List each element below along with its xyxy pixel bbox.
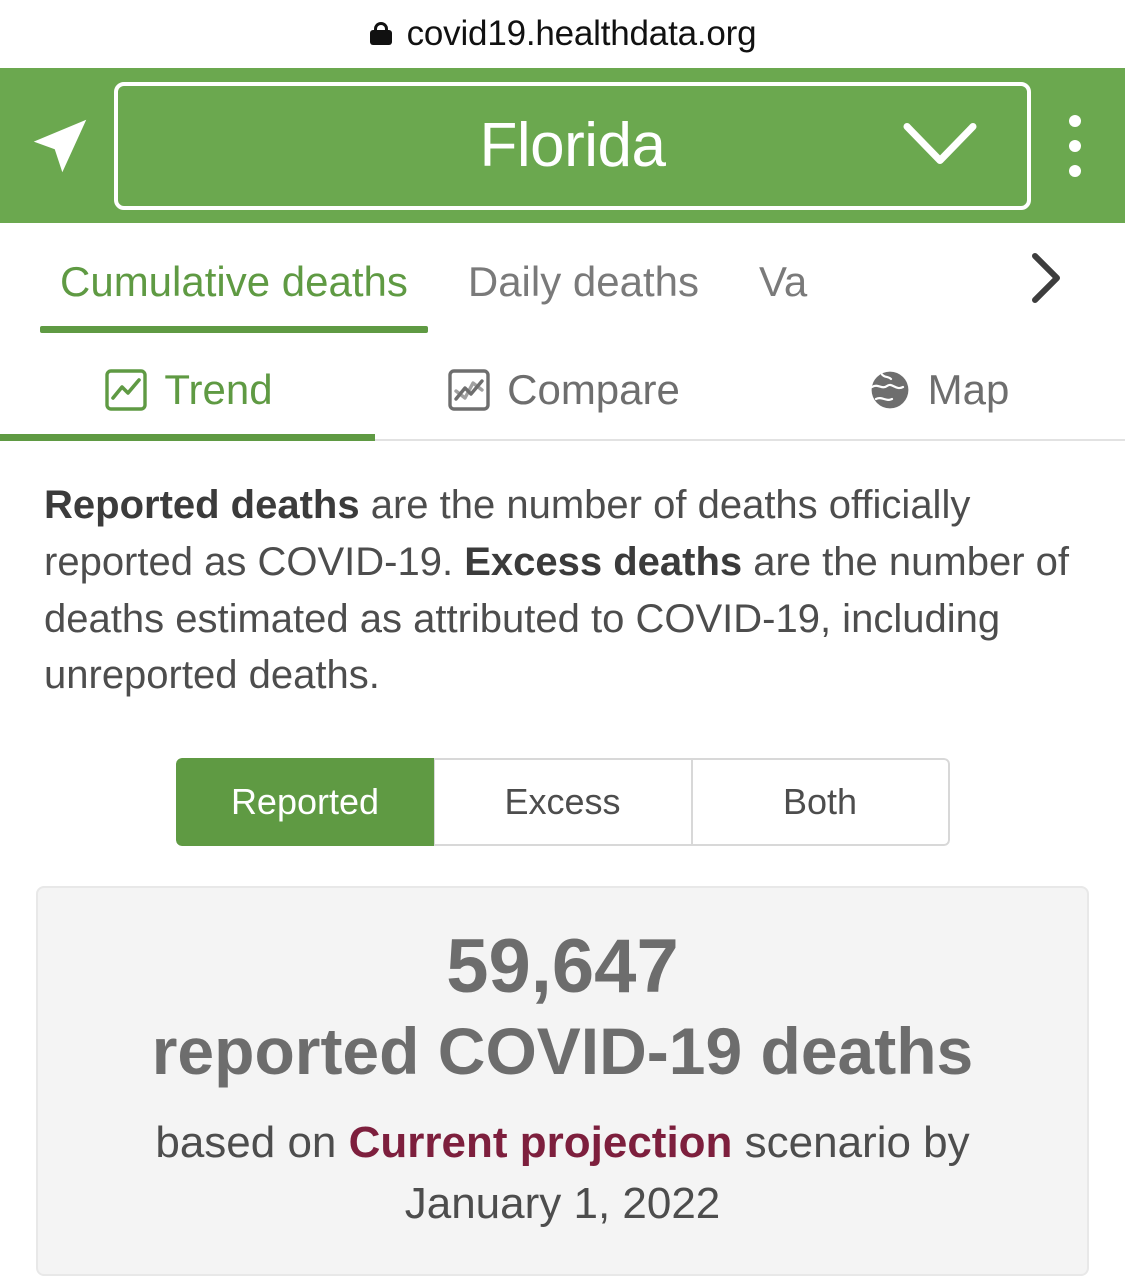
stat-date: January 1, 2022: [404, 1178, 721, 1228]
stat-sub-middle: scenario by: [732, 1118, 970, 1168]
deaths-type-selector: [176, 758, 950, 846]
navigation-arrow-icon[interactable]: [22, 108, 98, 184]
segment-both-label: Both: [782, 781, 858, 823]
segment-excess-label: Excess: [504, 781, 621, 823]
tab-compare[interactable]: [375, 341, 750, 439]
metric-description: [0, 441, 1125, 714]
compare-chart-icon: [445, 366, 493, 414]
stat-sub-prefix: based on: [155, 1118, 349, 1168]
chevron-down-icon: [901, 118, 979, 173]
globe-icon: [866, 366, 914, 414]
tab-cumulative-deaths-label: Cumulative deaths: [60, 258, 408, 305]
tab-trend-label: Trend: [164, 366, 273, 413]
region-selector[interactable]: [114, 82, 1031, 210]
stat-scenario-label: Current projection: [348, 1118, 733, 1168]
secondary-tab-bar: [0, 341, 1125, 441]
tab-vaccines[interactable]: [729, 223, 837, 341]
stat-card: [36, 886, 1089, 1276]
url-text: covid19.healthdata.org: [406, 14, 757, 53]
line-chart-icon: [102, 366, 150, 414]
tab-cumulative-deaths[interactable]: [30, 223, 438, 341]
stat-headline: reported COVID-19 deaths: [151, 1013, 974, 1088]
browser-url-bar[interactable]: [0, 0, 1125, 68]
app-header: [0, 68, 1125, 223]
segment-excess[interactable]: [434, 758, 692, 846]
primary-tab-bar: [0, 223, 1125, 341]
description-text-1: are the number of deaths officially reported as COVID-19.: [44, 483, 971, 584]
chevron-right-icon[interactable]: [1029, 251, 1063, 313]
segment-reported-label: Reported: [230, 781, 380, 823]
lock-icon: [369, 20, 393, 48]
tab-daily-deaths[interactable]: [438, 223, 729, 341]
tab-compare-label: Compare: [507, 366, 680, 413]
tab-daily-deaths-label: Daily deaths: [467, 258, 699, 305]
deaths-type-selector-wrapper: [0, 714, 1125, 846]
stat-value: 59,647: [446, 924, 679, 1010]
tab-trend[interactable]: [0, 341, 375, 439]
stat-subtext: [62, 1113, 1063, 1234]
description-bold-reported: Reported deaths: [44, 483, 360, 527]
segment-reported[interactable]: [176, 758, 434, 846]
tab-vaccines-label: Va: [758, 258, 808, 305]
segment-both[interactable]: [692, 758, 950, 846]
tab-map-label: Map: [927, 366, 1010, 413]
description-bold-excess: Excess deaths: [464, 539, 743, 584]
tab-map[interactable]: [750, 341, 1125, 439]
kebab-menu-icon[interactable]: [1047, 91, 1103, 201]
region-label: Florida: [479, 111, 666, 180]
description-text-2: are the number of deaths estimated as attributed to COVID-19, including unreported deaths.: [44, 539, 1069, 698]
